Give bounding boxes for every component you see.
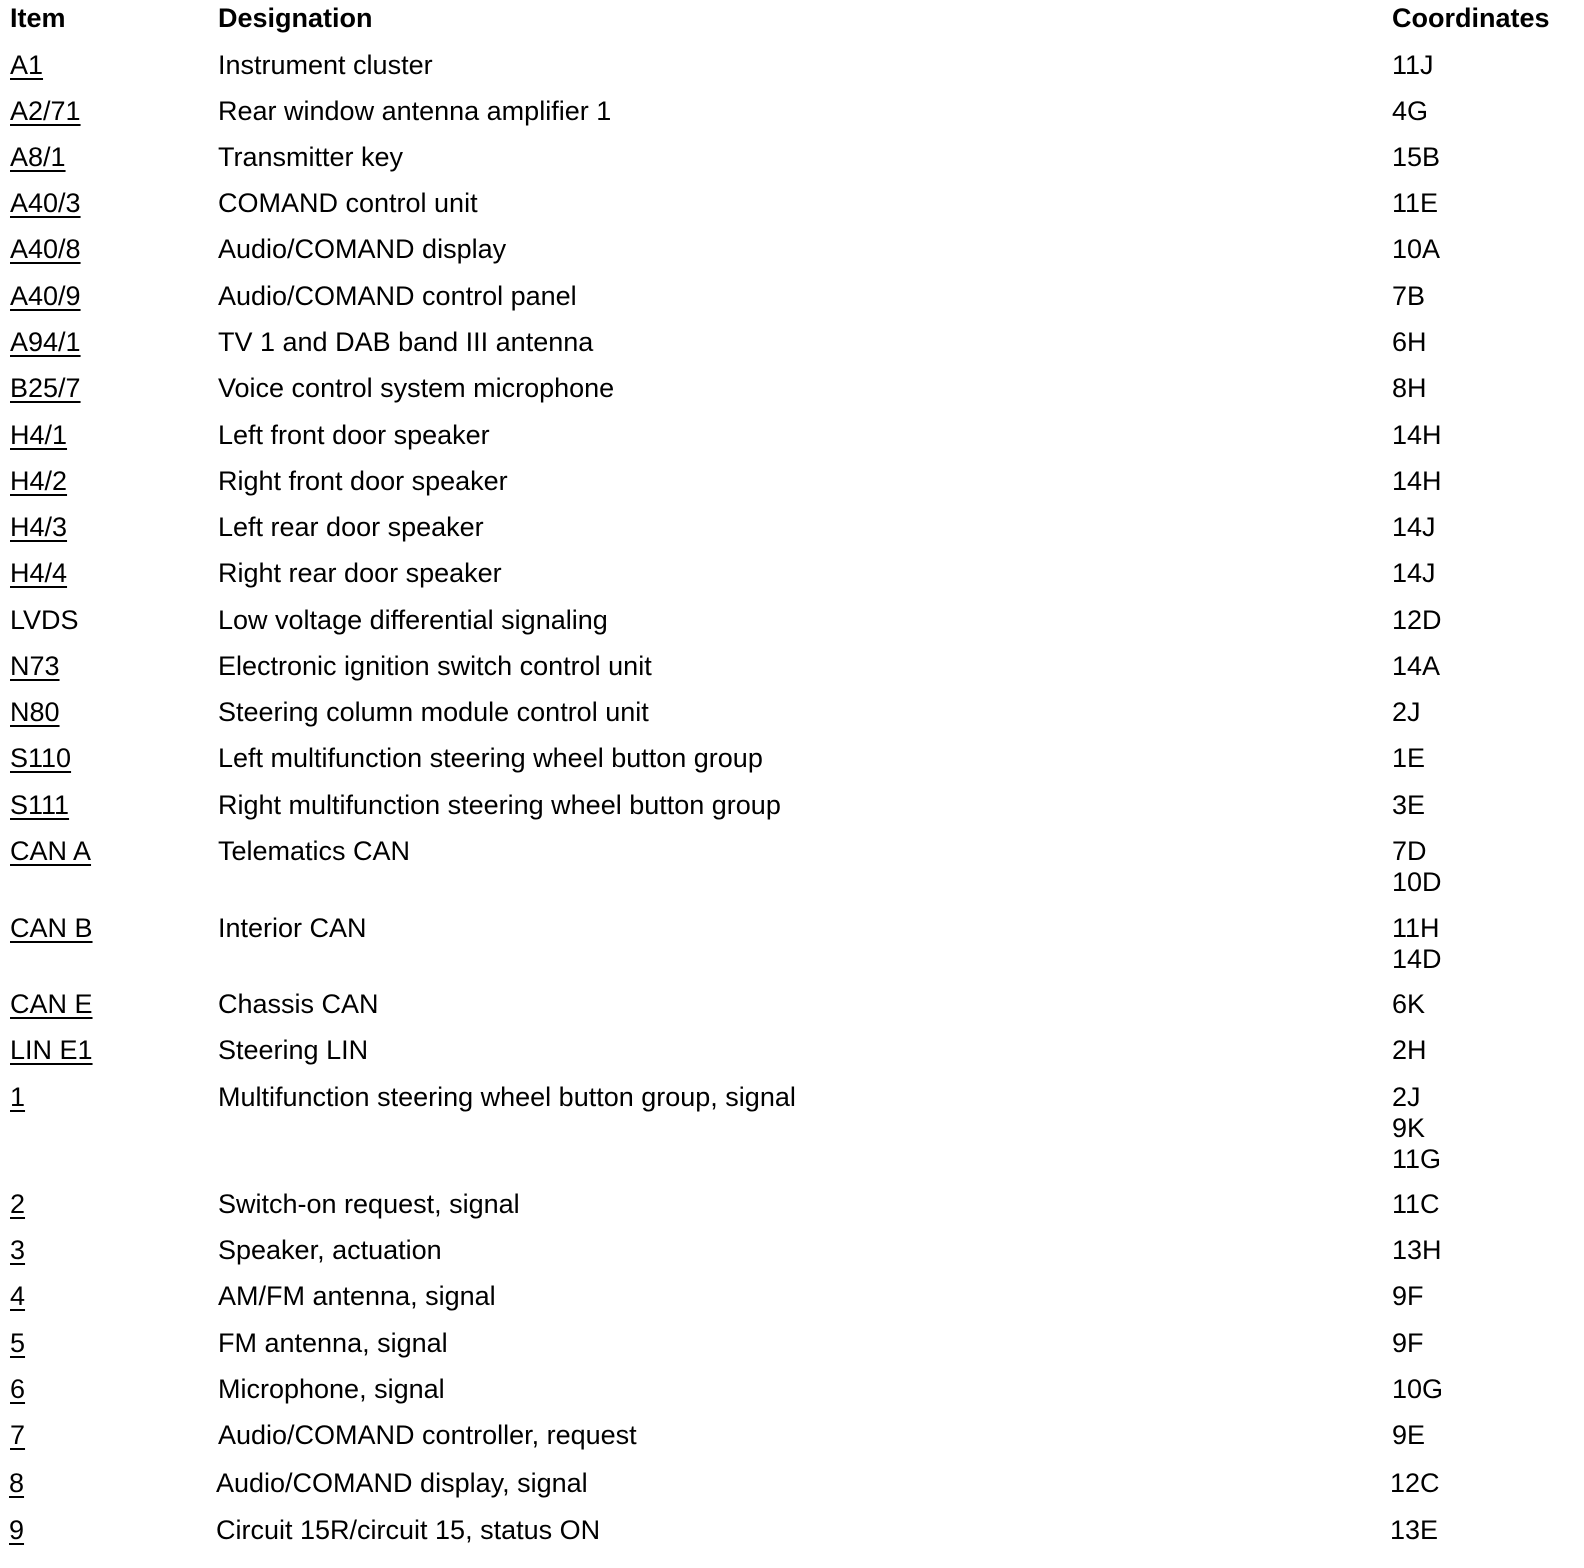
designation-text: Switch-on request, signal [218,1189,520,1219]
coordinates-cell [1392,1328,1424,1359]
coordinate-value: 12C [1390,1468,1440,1498]
designation-text: Chassis CAN [218,989,379,1019]
coordinate-value: 2J [1392,697,1421,727]
item-link-a8-1[interactable]: A8/1 [10,142,66,172]
coordinates-cell [1392,558,1436,589]
coordinate-value: 14J [1392,558,1436,588]
designation-text: Transmitter key [218,142,404,172]
coordinate-value: 9K [1392,1113,1426,1143]
designation-text: Left front door speaker [218,420,490,450]
item-link-h4-3[interactable]: H4/3 [10,512,68,542]
coordinates-cell [1392,420,1442,451]
coordinate-value: 1E [1392,743,1426,773]
item-label-lvds: LVDS [10,605,79,635]
item-link-5[interactable]: 5 [10,1328,26,1358]
coordinates-cell [1392,188,1438,219]
designation-column-header: Designation [218,3,373,33]
coordinate-value: 6K [1392,989,1426,1019]
coordinates-cell [1392,281,1425,312]
coordinates-cell [1392,1235,1442,1266]
coordinate-value: 10G [1392,1374,1444,1404]
item-link-9[interactable]: 9 [9,1515,25,1545]
designation-text: Right front door speaker [218,466,508,496]
coordinate-value: 15B [1392,142,1441,172]
coordinate-value: 9F [1392,1328,1424,1358]
coordinate-value: 2J [1392,1082,1421,1112]
coordinate-value: 12D [1392,605,1442,635]
coordinate-value: 14H [1392,466,1442,496]
coordinate-value: 3E [1392,790,1426,820]
coordinate-value: 13H [1392,1235,1442,1265]
item-link-8[interactable]: 8 [9,1468,25,1498]
item-link-7[interactable]: 7 [10,1420,26,1450]
item-link-4[interactable]: 4 [10,1281,26,1311]
item-link-can-e[interactable]: CAN E [10,989,93,1019]
item-link-n73[interactable]: N73 [10,651,60,681]
coordinates-column-header: Coordinates [1392,3,1550,33]
designation-text: Circuit 15R/circuit 15, status ON [216,1515,601,1545]
coordinate-value: 7D [1392,836,1427,866]
designation-text: COMAND control unit [218,188,478,218]
coordinates-cell [1392,1082,1441,1175]
coordinate-value: 14D [1392,944,1442,974]
designation-text: Right rear door speaker [218,558,502,588]
coordinates-cell [1392,651,1440,682]
item-link-6[interactable]: 6 [10,1374,26,1404]
coordinates-cell [1392,836,1442,898]
coordinates-cell [1392,790,1425,821]
item-link-can-b[interactable]: CAN B [10,913,93,943]
item-link-1[interactable]: 1 [10,1082,26,1112]
designation-text: Left multifunction steering wheel button group [218,743,763,773]
coordinates-cell [1392,1281,1424,1312]
designation-text: Microphone, signal [218,1374,445,1404]
item-link-a94-1[interactable]: A94/1 [10,327,81,357]
item-link-a40-9[interactable]: A40/9 [10,281,81,311]
item-column-header: Item [10,3,66,33]
coordinate-value: 10D [1392,867,1442,897]
designation-text: AM/FM antenna, signal [218,1281,496,1311]
coordinates-cell [1392,1374,1443,1405]
designation-text: Right multifunction steering wheel button group [218,790,781,820]
coordinate-value: 2H [1392,1035,1427,1065]
item-link-can-a[interactable]: CAN A [10,836,92,866]
designation-text: TV 1 and DAB band III antenna [218,327,594,357]
coordinate-value: 9E [1392,1420,1426,1450]
item-link-a1[interactable]: A1 [10,50,44,80]
coordinate-value: 9F [1392,1281,1424,1311]
coordinate-value: 11H [1392,913,1440,943]
coordinates-cell [1390,1515,1438,1546]
coordinates-cell [1392,327,1427,358]
coordinates-cell [1392,1035,1427,1066]
coordinates-cell [1392,96,1428,127]
item-link-s110[interactable]: S110 [10,743,72,773]
item-link-h4-2[interactable]: H4/2 [10,466,68,496]
designation-text: Audio/COMAND display [218,234,507,264]
coordinate-value: 11C [1392,1189,1440,1219]
item-link-n80[interactable]: N80 [10,697,60,727]
item-link-h4-4[interactable]: H4/4 [10,558,68,588]
designation-text: Rear window antenna amplifier 1 [218,96,612,126]
designation-text: Left rear door speaker [218,512,484,542]
coordinates-cell [1390,1468,1440,1499]
coordinates-cell [1392,50,1434,81]
designation-text: Audio/COMAND controller, request [218,1420,637,1450]
coordinates-cell [1392,466,1442,497]
coordinate-value: 7B [1392,281,1426,311]
item-link-a40-3[interactable]: A40/3 [10,188,81,218]
designation-text: Speaker, actuation [218,1235,442,1265]
coordinates-cell [1392,1189,1440,1220]
coordinates-cell [1392,913,1442,975]
coordinates-cell [1392,605,1442,636]
coordinates-cell [1392,743,1425,774]
coordinate-value: 8H [1392,373,1427,403]
designation-text: Steering LIN [218,1035,369,1065]
designation-text: FM antenna, signal [218,1328,448,1358]
item-link-2[interactable]: 2 [10,1189,26,1219]
item-link-s111[interactable]: S111 [10,790,70,820]
coordinate-value: 4G [1392,96,1429,126]
coordinate-value: 11J [1392,50,1434,80]
coordinates-cell [1392,373,1427,404]
coordinate-value: 6H [1392,327,1427,357]
designation-text: Low voltage differential signaling [218,605,608,635]
coordinate-value: 11G [1392,1144,1442,1174]
item-link-3[interactable]: 3 [10,1235,26,1265]
coordinate-value: 14J [1392,512,1436,542]
coordinate-value: 14H [1392,420,1442,450]
designation-text: Telematics CAN [218,836,411,866]
coordinate-value: 14A [1392,651,1441,681]
coordinate-value: 13E [1390,1515,1439,1545]
coordinates-cell [1392,234,1440,265]
item-link-a40-8[interactable]: A40/8 [10,234,81,264]
item-link-lin-e1[interactable]: LIN E1 [10,1035,93,1065]
designation-text: Electronic ignition switch control unit [218,651,652,681]
designation-text: Audio/COMAND control panel [218,281,577,311]
designation-text: Interior CAN [218,913,367,943]
coordinate-value: 10A [1392,234,1441,264]
designation-text: Audio/COMAND display, signal [216,1468,588,1498]
coordinates-cell [1392,989,1425,1020]
item-link-h4-1[interactable]: H4/1 [10,420,68,450]
designation-text: Voice control system microphone [218,373,615,403]
coordinate-value: 11E [1392,188,1439,218]
coordinates-cell [1392,512,1436,543]
designation-text: Steering column module control unit [218,697,649,727]
designation-text: Multifunction steering wheel button group, signal [218,1082,796,1112]
item-link-a2-71[interactable]: A2/71 [10,96,81,126]
coordinates-cell [1392,697,1421,728]
item-link-b25-7[interactable]: B25/7 [10,373,81,403]
designation-text: Instrument cluster [218,50,433,80]
coordinates-cell [1392,142,1440,173]
coordinates-cell [1392,1420,1425,1451]
